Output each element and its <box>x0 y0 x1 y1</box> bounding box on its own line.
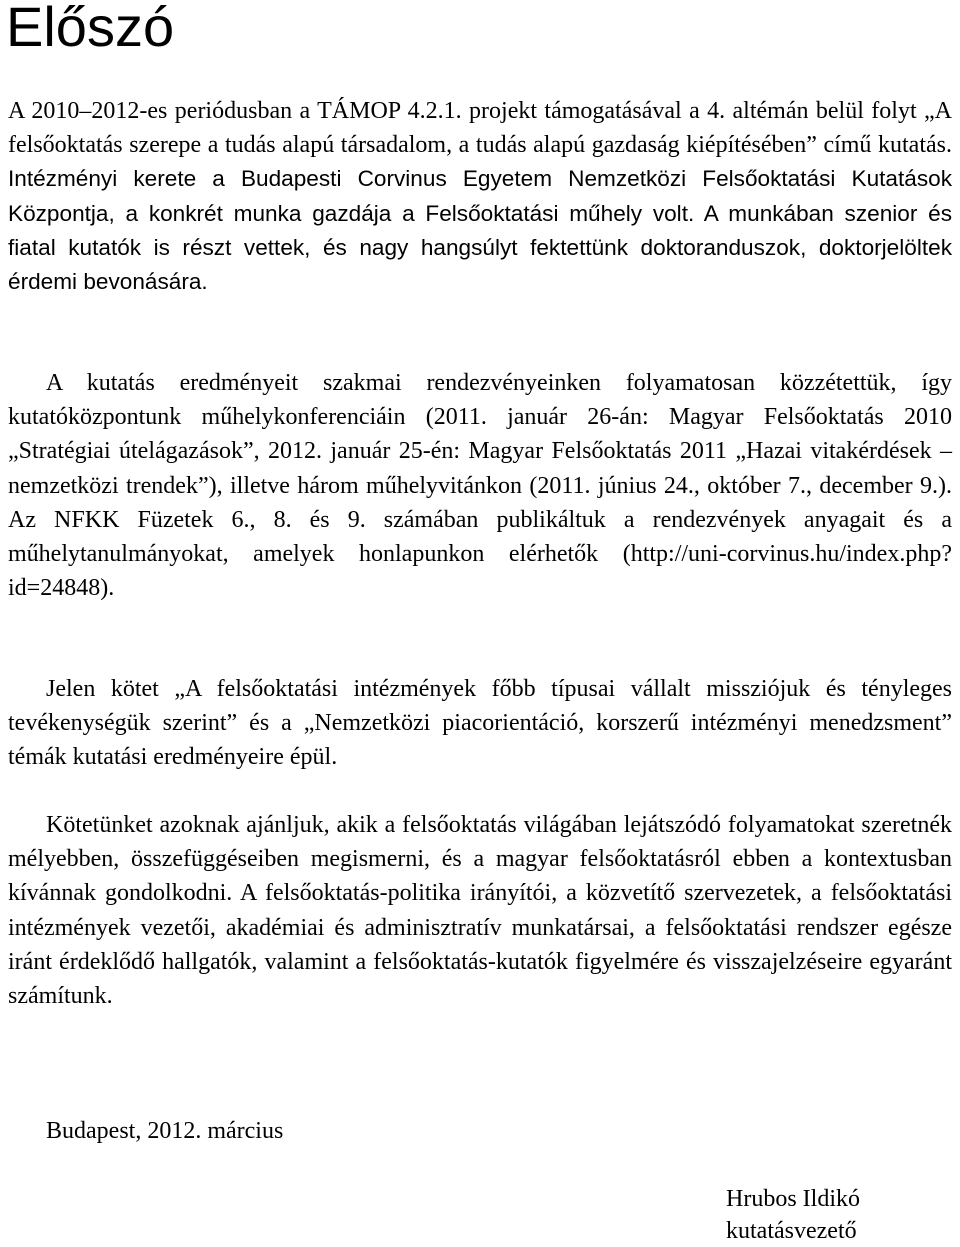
paragraph-2 <box>8 366 952 605</box>
signature-block <box>726 1183 860 1247</box>
paragraph-1-serif-text: A 2010–2012-es periódusban a TÁMOP 4.2.1. projekt támogatásával a 4. altémán belül folyt „A felsőoktatás szerepe a tudás alapú társadalom, a tudás alapú gazdaság kiépítésében” című kutatás. <box>8 98 952 159</box>
author-role: kutatásvezető <box>726 1218 857 1244</box>
paragraph-3 <box>8 672 952 775</box>
paragraph-1-sans-text: Intézményi kerete a Budapesti Corvinus Egyetem Nemzetközi Felsőoktatási Kutatások Központja, a konkrét munka gazdája a Felsőoktatási műhely volt. A munkában szenior és fiatal kutatók is részt vettek, és nagy hangsúlyt fektettünk doktoranduszok, doktorjelöltek érdemi bevonására. <box>8 166 952 295</box>
paragraph-4-text: Kötetünket azoknak ajánljuk, akik a felsőoktatás világában lejátszódó folyamatokat szeretnék mélyebben, összefüggéseiben megismerni, és a magyar felsőoktatásról ebben a kontextusban kívánnak gondolkodni. A felsőoktatás-politika irányítói, a közvetítő szervezetek, a felsőoktatási intézmények vezetői, akadémiai és adminisztratív munkatársai, a felsőoktatási rendszer egésze iránt érdeklődő hallgatók, valamint a felsőoktatás-kutatók figyelmére és visszajelzéseire egyaránt számítunk. <box>8 812 952 1010</box>
paragraph-2-text: A kutatás eredményeit szakmai rendezvényeinken folyamatosan közzétettük, így kutatóközpontunk műhelykonferenciáin (2011. január 26-án: Magyar Felsőoktatás 2010 „Stratégiai útelágazások”, 2012. január 25-én: Magyar Felsőoktatás 2011 „Hazai vitakérdések – nemzetközi trendek”), illetve három műhelyvitánkon (2011. június 24., október 7., december 9.). Az NFKK Füzetek 6., 8. és 9. számában publikáltuk a rendezvények anyagait és a műhelytanulmányokat, amelyek honlapunkon elérhetők (http://uni-corvinus.hu/index.php?id=24848). <box>8 370 952 602</box>
paragraph-1 <box>8 94 952 299</box>
author-name: Hrubos Ildikó <box>726 1186 860 1212</box>
paragraph-4 <box>8 808 952 1013</box>
paragraph-3-text: Jelen kötet „A felsőoktatási intézmények főbb típusai vállalt missziójuk és tényleges tevékenységük szerint” és a „Nemzetközi piacorientáció, korszerű intézményi menedzsment” témák kutatási eredményeire épül. <box>8 676 952 771</box>
place-date: Budapest, 2012. március <box>46 1118 284 1144</box>
page-title: Előszó <box>6 0 175 58</box>
